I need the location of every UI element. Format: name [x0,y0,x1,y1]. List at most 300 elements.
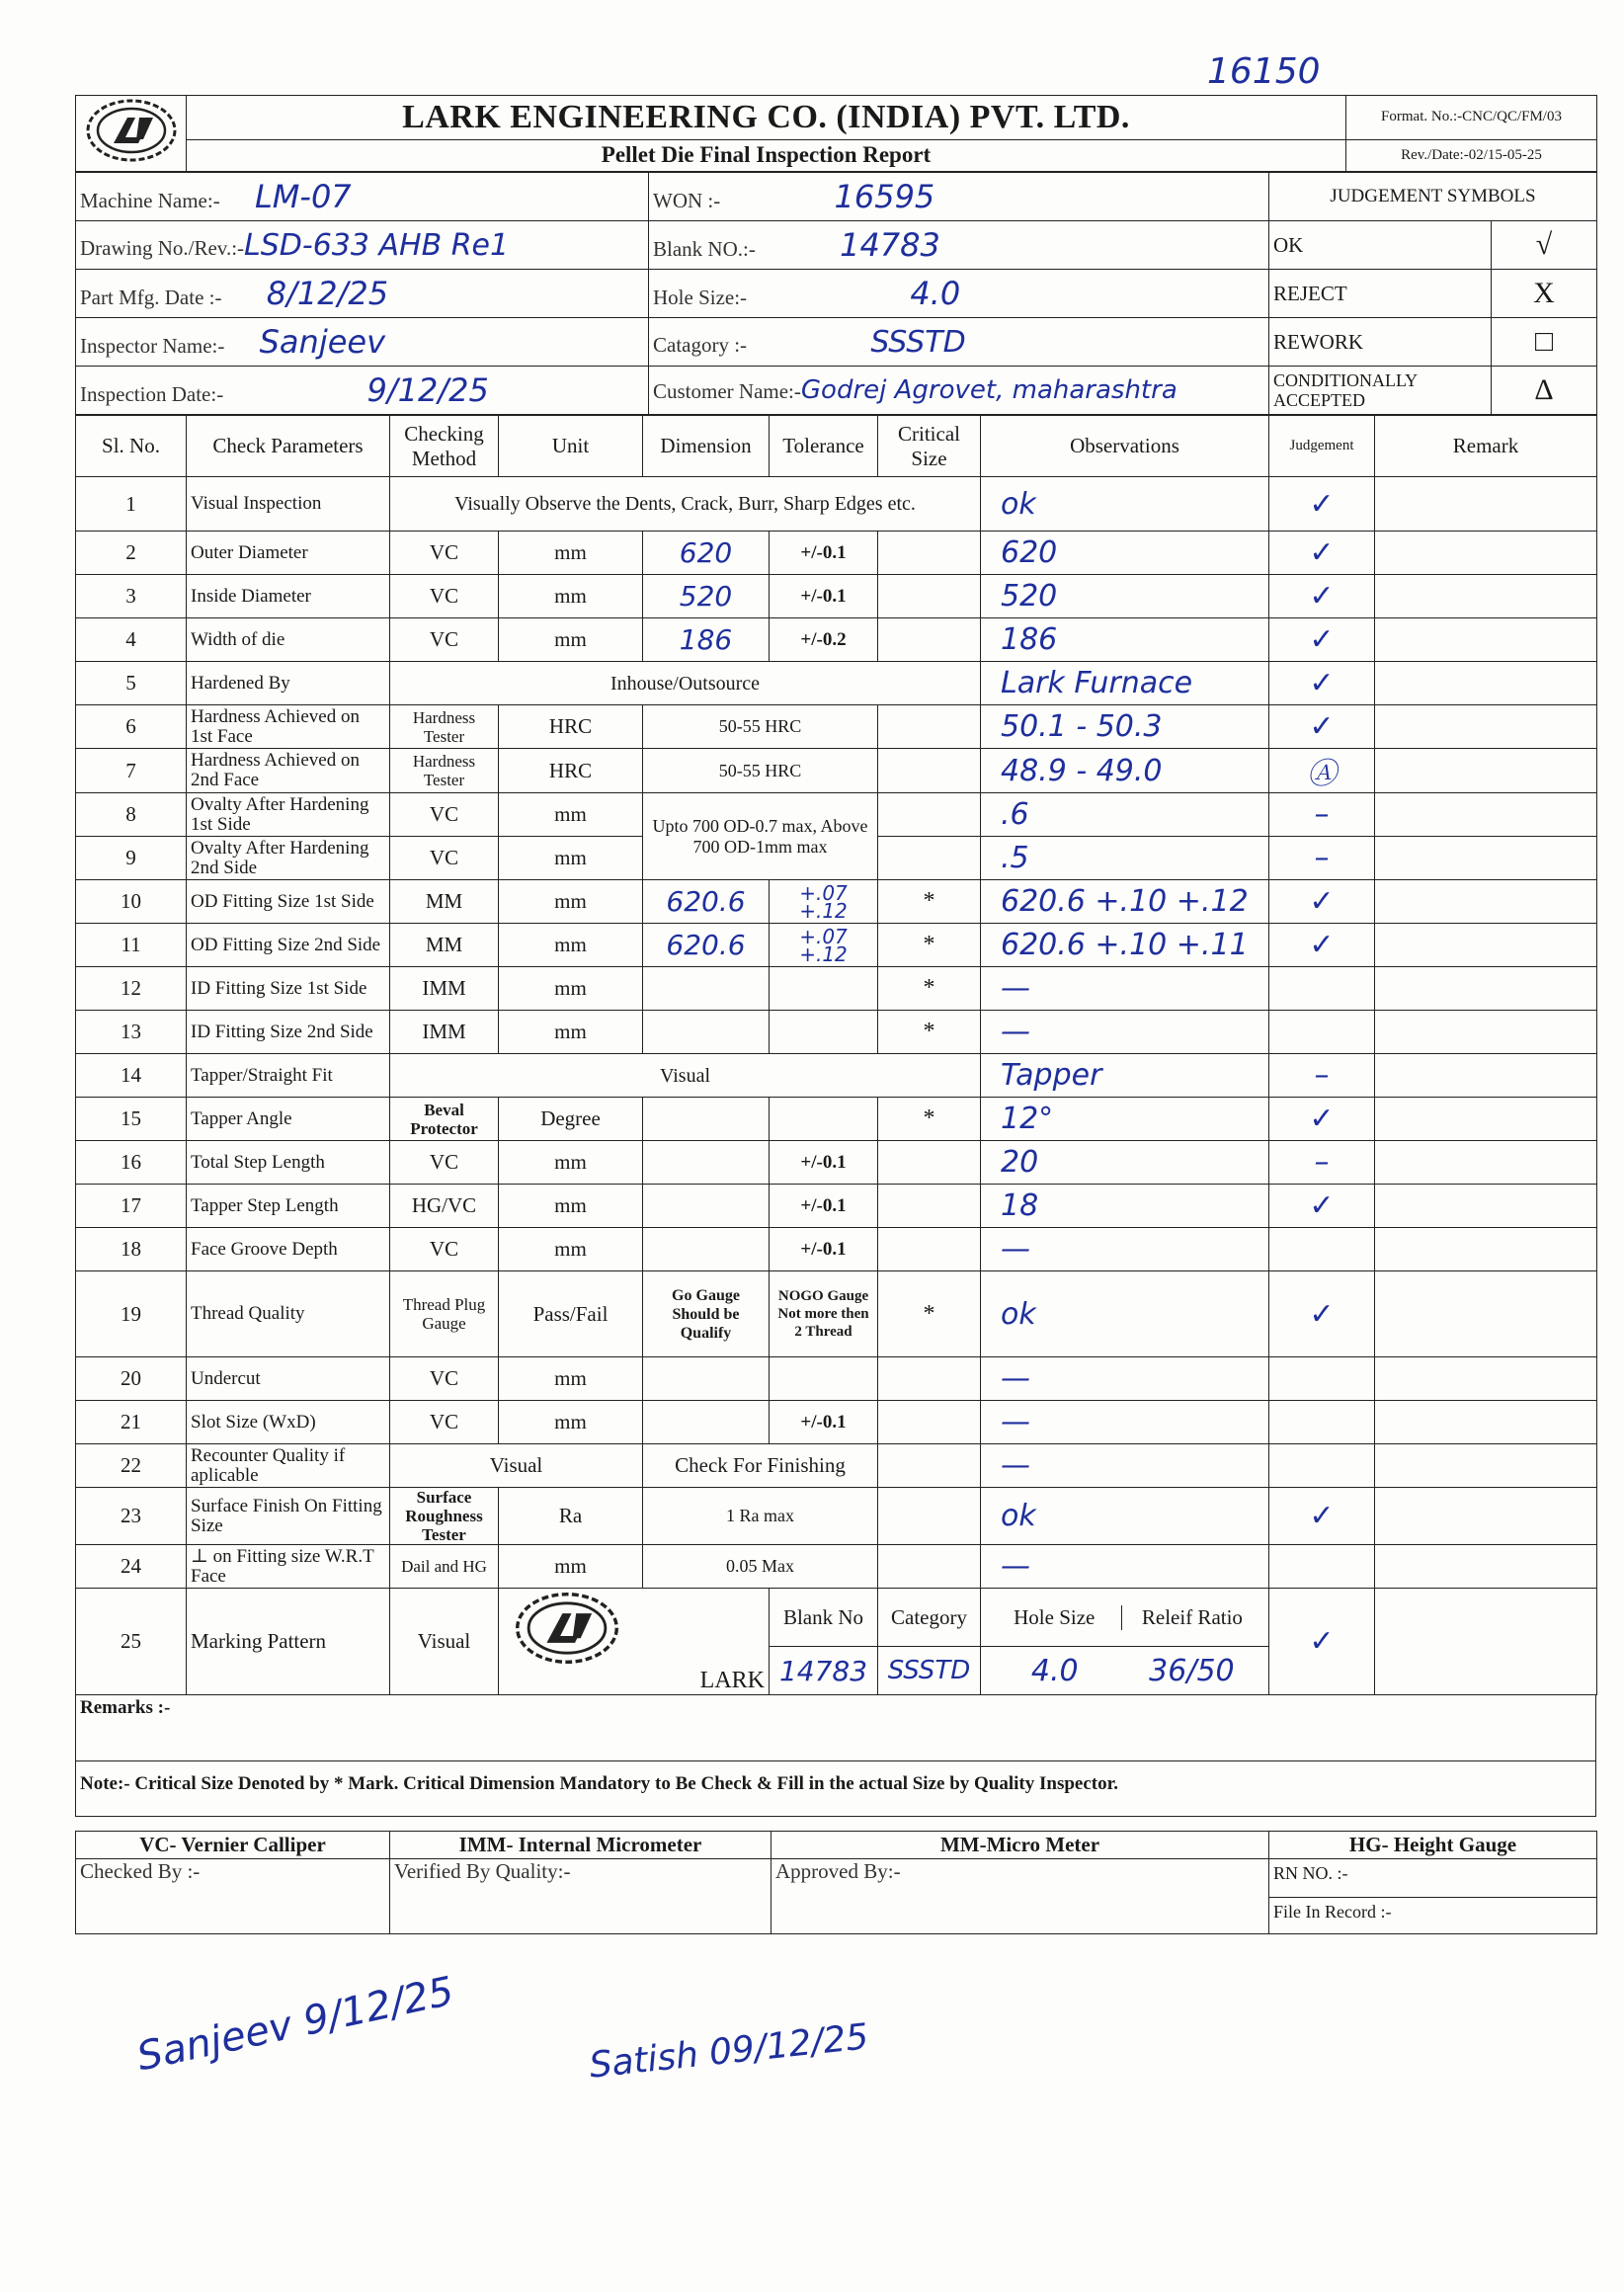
judgement [1269,1444,1375,1488]
judgement: ✓ [1269,924,1375,967]
tolerance [770,1357,878,1401]
remark [1375,477,1597,532]
approved-label: Approved By:- [775,1859,901,1883]
observation: Tapper [981,1054,1269,1098]
sl-no: 9 [76,837,187,880]
rev-date: Rev./Date:-02/15-05-25 [1346,139,1597,171]
crit [878,1141,981,1185]
judgement: ✓ [1269,1589,1375,1695]
unit: mm [499,1011,643,1054]
note: Note:- Critical Size Denoted by * Mark. Critical Dimension Mandatory to Be Check & Fill in the actual Size by Quality Inspector. [75,1761,1596,1817]
won-value: 16595 [834,178,935,215]
method: IMM [390,1011,499,1054]
checked-by [76,1859,390,1934]
param: Hardened By [187,662,390,705]
method: VC [390,837,499,880]
param: Total Step Length [187,1141,390,1185]
unit: mm [499,618,643,662]
crit: * [878,1271,981,1357]
verified-label: Verified By Quality:- [394,1859,571,1883]
col-header: Judgement [1269,416,1375,477]
symbol-rework-label: REWORK [1269,318,1492,367]
tolerance: NOGO Gauge Not more then 2 Thread [770,1271,878,1357]
symbol-rework: □ [1492,318,1597,367]
param: Hardness Achieved on 2nd Face [187,749,390,793]
table-row [76,575,1597,618]
span-method: Visual [390,1444,643,1488]
judgement [1269,1545,1375,1589]
hole-value: 4.0 [910,275,961,312]
remark [1375,880,1597,924]
observation: 186 [981,618,1269,662]
crit [878,575,981,618]
table-row [76,793,1597,837]
unit: mm [499,924,643,967]
crit [878,1357,981,1401]
dimension: 620 [643,532,770,575]
remark [1375,1141,1597,1185]
table-row [76,1488,1597,1545]
observation: 20 [981,1141,1269,1185]
span-text: Visual [390,1054,981,1098]
method: Hardness Tester [390,749,499,793]
sl-no: 15 [76,1098,187,1141]
sl-no: 2 [76,532,187,575]
marking-v-ratio: 36/50 [1149,1653,1235,1688]
drawing-value: LSD-633 AHB Re1 [244,227,510,263]
crit [878,1401,981,1444]
remarks-label: Remarks :- [80,1697,171,1718]
method: VC [390,575,499,618]
unit: HRC [499,705,643,749]
observation: — [981,967,1269,1011]
crit [878,1488,981,1545]
param: Tapper/Straight Fit [187,1054,390,1098]
judgement: ✓ [1269,618,1375,662]
unit: HRC [499,749,643,793]
dimension [643,1011,770,1054]
param: Tapper Angle [187,1098,390,1141]
method: VC [390,1228,499,1271]
table-row [76,618,1597,662]
sl-no: 24 [76,1545,187,1589]
col-header: Dimension [643,416,770,477]
sl-no: 17 [76,1185,187,1228]
sl-no: 18 [76,1228,187,1271]
remark [1375,1357,1597,1401]
sl-no: 6 [76,705,187,749]
sl-no: 1 [76,477,187,532]
param: Face Groove Depth [187,1228,390,1271]
span-text: Visually Observe the Dents, Crack, Burr, Sharp Edges etc. [390,477,981,532]
observation: 620 [981,532,1269,575]
verified-by [390,1859,771,1934]
tolerance [770,1011,878,1054]
param: Recounter Quality if aplicable [187,1444,390,1488]
tolerance: +/-0.2 [770,618,878,662]
method: VC [390,618,499,662]
remark [1375,1589,1597,1695]
judgement: ✓ [1269,532,1375,575]
blank-value: 14783 [840,226,940,264]
param: ID Fitting Size 1st Side [187,967,390,1011]
param: Ovalty After Hardening 2nd Side [187,837,390,880]
param: OD Fitting Size 1st Side [187,880,390,924]
blank-label: Blank NO.:- [653,237,756,261]
sl-no: 25 [76,1589,187,1695]
legend-imm: IMM- Internal Micrometer [390,1832,771,1859]
crit [878,618,981,662]
judgement [1269,967,1375,1011]
inspection-table [75,415,1597,1695]
judgement [1269,1357,1375,1401]
param: Surface Finish On Fitting Size [187,1488,390,1545]
tolerance: +/-0.1 [770,1401,878,1444]
checked-signature: Sanjeev 9/12/25 [132,1968,458,2081]
remark [1375,1011,1597,1054]
method: VC [390,1141,499,1185]
method: Visual [390,1589,499,1695]
judgement: ✓ [1269,880,1375,924]
judgement: ✓ [1269,662,1375,705]
remark [1375,1545,1597,1589]
unit: mm [499,1185,643,1228]
observation: 12° [981,1098,1269,1141]
tolerance: +/-0.1 [770,1141,878,1185]
crit [878,1228,981,1271]
logo-icon [84,96,179,165]
remark [1375,1271,1597,1357]
param: OD Fitting Size 2nd Side [187,924,390,967]
method: MM [390,924,499,967]
crit: * [878,880,981,924]
crit [878,1545,981,1589]
rn-label: RN NO. :- [1269,1859,1596,1898]
remark [1375,662,1597,705]
col-header: Remark [1375,416,1597,477]
marking-v-cat: SSSTD [878,1647,981,1695]
marking-logo-cell [499,1589,770,1695]
table-row [76,1444,1597,1488]
table-row [76,967,1597,1011]
judgement: – [1269,1141,1375,1185]
legend-mm: MM-Micro Meter [771,1832,1269,1859]
unit: mm [499,1545,643,1589]
partmfg-label: Part Mfg. Date :- [80,286,222,309]
col-header: Checking Method [390,416,499,477]
unit: mm [499,532,643,575]
observation: 620.6 +.10 +.12 [981,880,1269,924]
judgement: ✓ [1269,1488,1375,1545]
sl-no: 10 [76,880,187,924]
file-label: File In Record :- [1273,1902,1392,1922]
remark [1375,1098,1597,1141]
table-row [76,1054,1597,1098]
verified-signature: Satish 09/12/25 [587,2016,871,2087]
report-title: Pellet Die Final Inspection Report [187,139,1346,171]
table-row [76,749,1597,793]
inspection-report [75,95,1596,2087]
span-dimtol: Check For Finishing [643,1444,878,1488]
table-row [76,477,1597,532]
sl-no: 8 [76,793,187,837]
span-text: Inhouse/Outsource [390,662,981,705]
sl-no: 4 [76,618,187,662]
remark [1375,1228,1597,1271]
remark [1375,793,1597,837]
won-label: WON :- [653,189,721,212]
table-row [76,1141,1597,1185]
observation: .5 [981,837,1269,880]
remark [1375,837,1597,880]
observation: .6 [981,793,1269,837]
col-header: Unit [499,416,643,477]
crit [878,793,981,837]
judgement: – [1269,837,1375,880]
table-row [76,1545,1597,1589]
col-header: Check Parameters [187,416,390,477]
category-label: Catagory :- [653,332,748,357]
marking-h-cat: Category [878,1589,981,1647]
inspection-rows [76,477,1597,1589]
dim-tol: 0.05 Max [643,1545,878,1589]
crit: * [878,1098,981,1141]
table-row [76,662,1597,705]
judgement: ✓ [1269,575,1375,618]
judgement [1269,1011,1375,1054]
method: Thread Plug Gauge [390,1271,499,1357]
symbol-ok-label: OK [1269,221,1492,270]
method: VC [390,1401,499,1444]
dim-tol: 50-55 HRC [643,749,878,793]
unit: mm [499,1401,643,1444]
unit: mm [499,880,643,924]
method: IMM [390,967,499,1011]
judgement: ✓ [1269,1185,1375,1228]
col-header: Sl. No. [76,416,187,477]
method: Surface Roughness Tester [390,1488,499,1545]
remark [1375,1488,1597,1545]
observation: — [981,1228,1269,1271]
table-row [76,705,1597,749]
legend-vc: VC- Vernier Calliper [76,1832,390,1859]
dimension [643,1357,770,1401]
unit: mm [499,1357,643,1401]
unit: Degree [499,1098,643,1141]
inspector-value: Sanjeev [259,323,386,361]
sl-no: 21 [76,1401,187,1444]
judgement: ✓ [1269,1271,1375,1357]
sl-no: 13 [76,1011,187,1054]
marking-h-ratio: Releif Ratio [1121,1605,1262,1630]
observation: ok [981,477,1269,532]
col-header: Critical Size [878,416,981,477]
judgement: Ⓐ [1269,749,1375,793]
symbol-cond-label: CONDITIONALLY ACCEPTED [1269,367,1492,415]
approved-by [771,1859,1269,1934]
tolerance: +/-0.1 [770,532,878,575]
observation: ok [981,1271,1269,1357]
col-header: Tolerance [770,416,878,477]
judgement: – [1269,793,1375,837]
method: VC [390,793,499,837]
method: HG/VC [390,1185,499,1228]
top-note: 16150 [1207,51,1321,92]
unit: mm [499,1141,643,1185]
tolerance [770,967,878,1011]
customer-label: Customer Name:- [653,379,801,403]
param: Outer Diameter [187,532,390,575]
observation: — [981,1444,1269,1488]
tolerance [770,1098,878,1141]
param: Width of die [187,618,390,662]
remark [1375,618,1597,662]
table-row [76,1271,1597,1357]
dimension: 620.6 [643,924,770,967]
observation: — [981,1545,1269,1589]
judgement [1269,1228,1375,1271]
crit [878,705,981,749]
table-row [76,1401,1597,1444]
unit: mm [499,837,643,880]
marking-v-blank: 14783 [770,1647,878,1695]
sl-no: 5 [76,662,187,705]
crit [878,837,981,880]
remark [1375,575,1597,618]
marking-v-split [981,1647,1269,1695]
machine-value: LM-07 [254,178,352,215]
observation: 48.9 - 49.0 [981,749,1269,793]
crit [878,1444,981,1488]
table-header-row [76,416,1597,477]
remark [1375,705,1597,749]
param: Undercut [187,1357,390,1401]
crit: * [878,924,981,967]
unit: mm [499,575,643,618]
dimension [643,1185,770,1228]
param: Hardness Achieved on 1st Face [187,705,390,749]
company-logo [76,96,187,172]
unit: mm [499,967,643,1011]
judgement-symbols-title: JUDGEMENT SYMBOLS [1269,173,1597,221]
sl-no: 7 [76,749,187,793]
method: Dail and HG [390,1545,499,1589]
footer-table [75,1831,1597,1934]
remark [1375,1444,1597,1488]
table-row [76,532,1597,575]
param: ID Fitting Size 2nd Side [187,1011,390,1054]
insp-date-value: 9/12/25 [366,371,489,409]
observation: Lark Furnace [981,662,1269,705]
sl-no: 23 [76,1488,187,1545]
dimension: 186 [643,618,770,662]
remark [1375,1401,1597,1444]
lark-text: LARK [699,1668,765,1693]
observation: 50.1 - 50.3 [981,705,1269,749]
table-row [76,924,1597,967]
insp-date-label: Inspection Date:- [80,382,224,406]
method: VC [390,1357,499,1401]
table-row [76,1098,1597,1141]
judgement [1269,1401,1375,1444]
header-fields [75,172,1597,415]
sl-no: 16 [76,1141,187,1185]
symbol-ok: √ [1492,221,1597,270]
sl-no: 22 [76,1444,187,1488]
unit: mm [499,793,643,837]
record-box [1269,1859,1597,1934]
sl-no: 20 [76,1357,187,1401]
dimension [643,1401,770,1444]
table-row [76,1357,1597,1401]
remark [1375,924,1597,967]
tolerance: +/-0.1 [770,575,878,618]
param: Inside Diameter [187,575,390,618]
param: Tapper Step Length [187,1185,390,1228]
symbol-reject-label: REJECT [1269,270,1492,318]
observation: — [981,1011,1269,1054]
judgement: ✓ [1269,705,1375,749]
dimension: Go Gauge Should be Qualify [643,1271,770,1357]
remark [1375,532,1597,575]
sl-no: 14 [76,1054,187,1098]
lark-logo-icon [503,1589,631,1668]
marking-h-hole: Hole Size [1014,1604,1096,1629]
method: MM [390,880,499,924]
method: Beval Protector [390,1098,499,1141]
remark [1375,1185,1597,1228]
dimension: 620.6 [643,880,770,924]
observation: 520 [981,575,1269,618]
observation: 620.6 +.10 +.11 [981,924,1269,967]
dimension [643,967,770,1011]
method: Hardness Tester [390,705,499,749]
judgement: ✓ [1269,1098,1375,1141]
company-name: LARK ENGINEERING CO. (INDIA) PVT. LTD. [187,96,1346,140]
judgement: – [1269,1054,1375,1098]
dim-tol: Upto 700 OD-0.7 max, Above 700 OD-1mm max [643,793,878,880]
dim-tol: 50-55 HRC [643,705,878,749]
crit [878,1185,981,1228]
observation: 18 [981,1185,1269,1228]
remark [1375,1054,1597,1098]
method: VC [390,532,499,575]
table-row [76,1185,1597,1228]
crit [878,749,981,793]
inspector-label: Inspector Name:- [80,334,225,358]
observation: — [981,1357,1269,1401]
dim-tol: 1 Ra max [643,1488,878,1545]
unit: Pass/Fail [499,1271,643,1357]
remarks-box [75,1695,1596,1761]
param: Thread Quality [187,1271,390,1357]
param: Slot Size (WxD) [187,1401,390,1444]
hole-label: Hole Size:- [653,286,748,309]
observation: — [981,1401,1269,1444]
param: ⊥ on Fitting size W.R.T Face [187,1545,390,1589]
table-row [76,880,1597,924]
category-value: SSSTD [870,324,966,360]
sl-no: 19 [76,1271,187,1357]
tolerance: +/-0.1 [770,1228,878,1271]
tolerance: +.07 +.12 [770,924,878,967]
machine-label: Machine Name:- [80,189,220,212]
dimension [643,1141,770,1185]
dimension: 520 [643,575,770,618]
dimension [643,1228,770,1271]
marking-h-blank: Blank No [770,1589,878,1647]
remark [1375,749,1597,793]
